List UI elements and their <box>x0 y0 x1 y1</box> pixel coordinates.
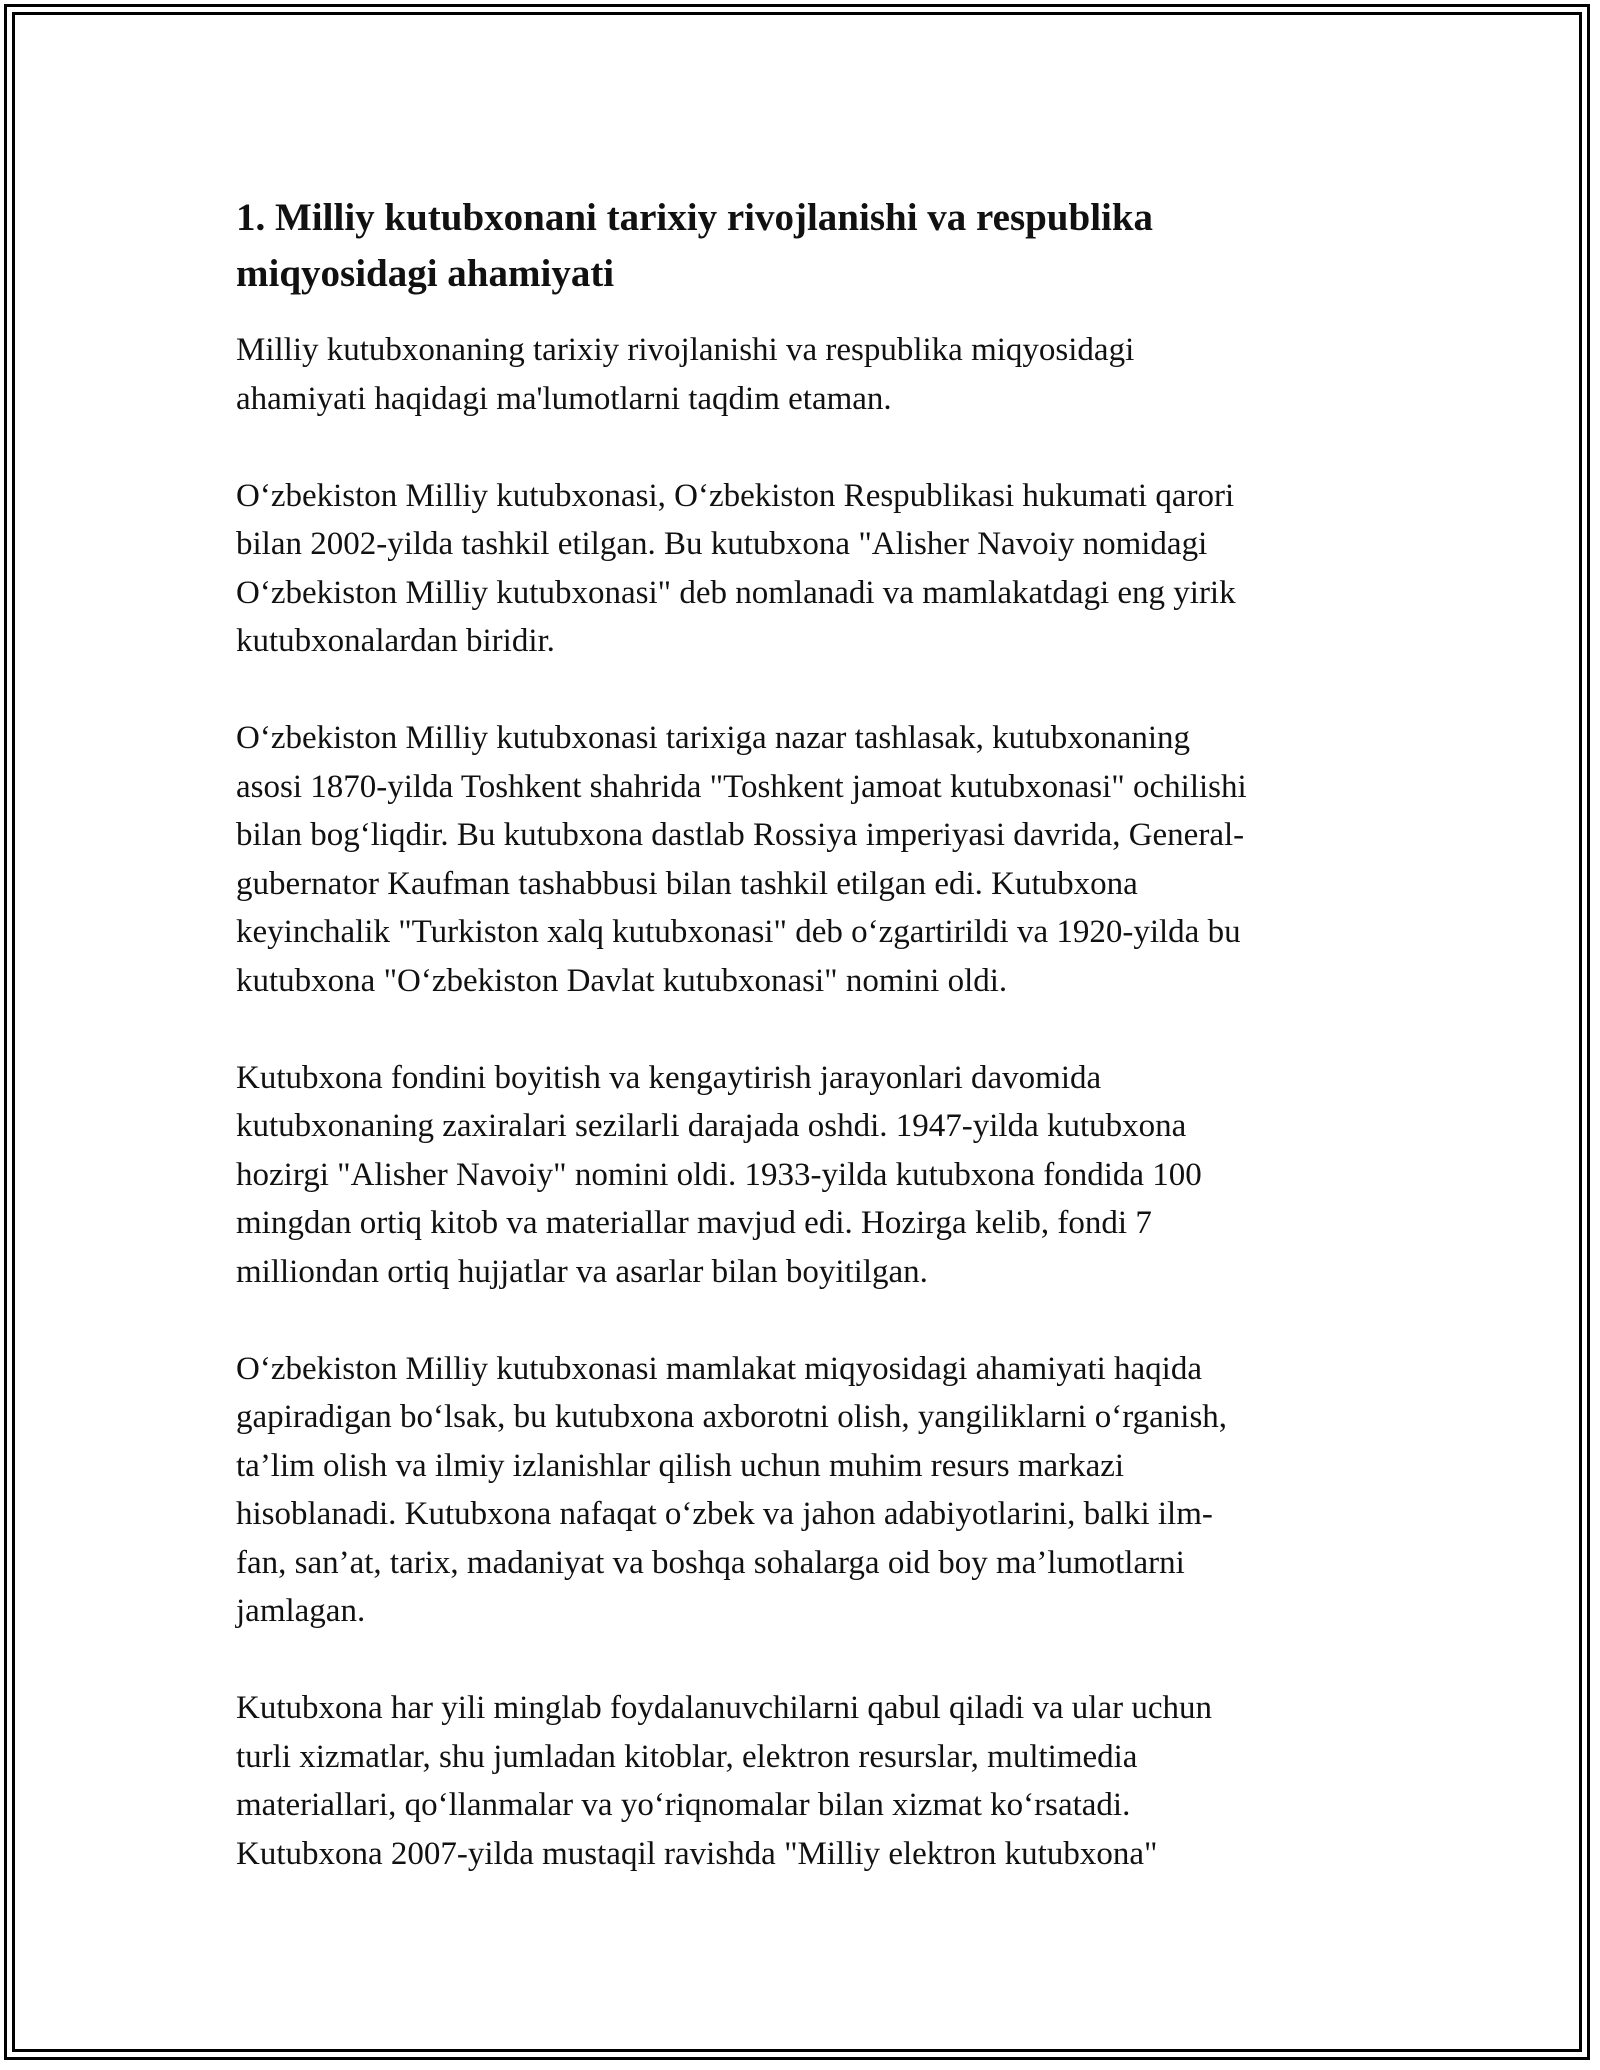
text-line: jamlagan. <box>236 1593 366 1629</box>
text-line: bilan 2002-yilda tashkil etilgan. Bu kutubxona "Alisher Navoiy nomidagi <box>236 526 1208 562</box>
text-line: fan, san’at, tarix, madaniyat va boshqa sohalarga oid boy ma’lumotlarni <box>236 1544 1185 1581</box>
text-line: O‘zbekiston Milliy kutubxonasi, O‘zbekiston Respublikasi hukumati qarori <box>236 477 1235 514</box>
text-line: O‘zbekiston Milliy kutubxonasi mamlakat miqyosidagi ahamiyati haqida <box>236 1350 1202 1387</box>
text-line: mingdan ortiq kitob va materiallar mavjud edi. Hozirga kelib, fondi 7 <box>236 1205 1152 1241</box>
text-line: turli xizmatlar, shu jumladan kitoblar, elektron resurslar, multimedia <box>236 1738 1138 1775</box>
text-line: Kutubxona fondini boyitish va kengaytirish jarayonlari davomida <box>236 1059 1102 1096</box>
text-line: ahamiyati haqidagi ma'lumotlarni taqdim etaman. <box>236 380 892 417</box>
text-line: Kutubxona har yili minglab foydalanuvchilarni qabul qiladi va ular uchun <box>236 1690 1212 1726</box>
text-line: keyinchalik "Turkiston xalq kutubxonasi" deb o‘zgartirildi va 1920-yilda bu <box>236 914 1241 950</box>
paragraph-collection <box>236 1054 1376 1297</box>
text-line: O‘zbekiston Milliy kutubxonasi" deb nomlanadi va mamlakatdagi eng yirik <box>236 574 1236 611</box>
text-line: kutubxona "O‘zbekiston Davlat kutubxonasi" nomini oldi. <box>236 962 1008 999</box>
text-line: milliondan ortiq hujjatlar va asarlar bilan boyitilgan. <box>236 1253 928 1290</box>
text-line: Kutubxona 2007-yilda mustaqil ravishda "Milliy elektron kutubxona" <box>236 1835 1158 1872</box>
text-line: kutubxonaning zaxiralari sezilarli darajada oshdi. 1947-yilda kutubxona <box>236 1108 1187 1144</box>
text-line: asosi 1870-yilda Toshkent shahrida "Toshkent jamoat kutubxonasi" ochilishi <box>236 768 1247 805</box>
paragraph-history <box>236 714 1376 1005</box>
text-line: kutubxonalardan biridir. <box>236 623 555 659</box>
paragraph-services <box>236 1684 1376 1878</box>
paragraph-intro <box>236 326 1376 423</box>
text-line: materiallari, qo‘llanmalar va yo‘riqnomalar bilan xizmat ko‘rsatadi. <box>236 1787 1131 1823</box>
title-line: 1. Milliy kutubxonani tarixiy rivojlanishi va respublika <box>236 196 1154 239</box>
text-line: bilan bog‘liqdir. Bu kutubxona dastlab Rossiya imperiyasi davrida, General- <box>236 817 1245 853</box>
text-line: hisoblanadi. Kutubxona nafaqat o‘zbek va jahon adabiyotlarini, balki ilm- <box>236 1496 1213 1532</box>
title-line: miqyosidagi ahamiyati <box>236 252 615 295</box>
text-line: gapiradigan bo‘lsak, bu kutubxona axborotni olish, yangiliklarni o‘rganish, <box>236 1399 1228 1435</box>
paragraph-significance <box>236 1345 1376 1636</box>
document-body <box>236 190 1376 1927</box>
text-line: Milliy kutubxonaning tarixiy rivojlanishi va respublika miqyosidagi <box>236 332 1135 368</box>
text-line: O‘zbekiston Milliy kutubxonasi tarixiga nazar tashlasak, kutubxonaning <box>236 720 1191 756</box>
text-line: gubernator Kaufman tashabbusi bilan tashkil etilgan edi. Kutubxona <box>236 865 1138 902</box>
document-title <box>236 190 1376 302</box>
paragraph-founding <box>236 472 1376 666</box>
text-line: ta’lim olish va ilmiy izlanishlar qilish uchun muhim resurs markazi <box>236 1447 1125 1484</box>
text-line: hozirgi "Alisher Navoiy" nomini oldi. 1933-yilda kutubxona fondida 100 <box>236 1156 1202 1193</box>
